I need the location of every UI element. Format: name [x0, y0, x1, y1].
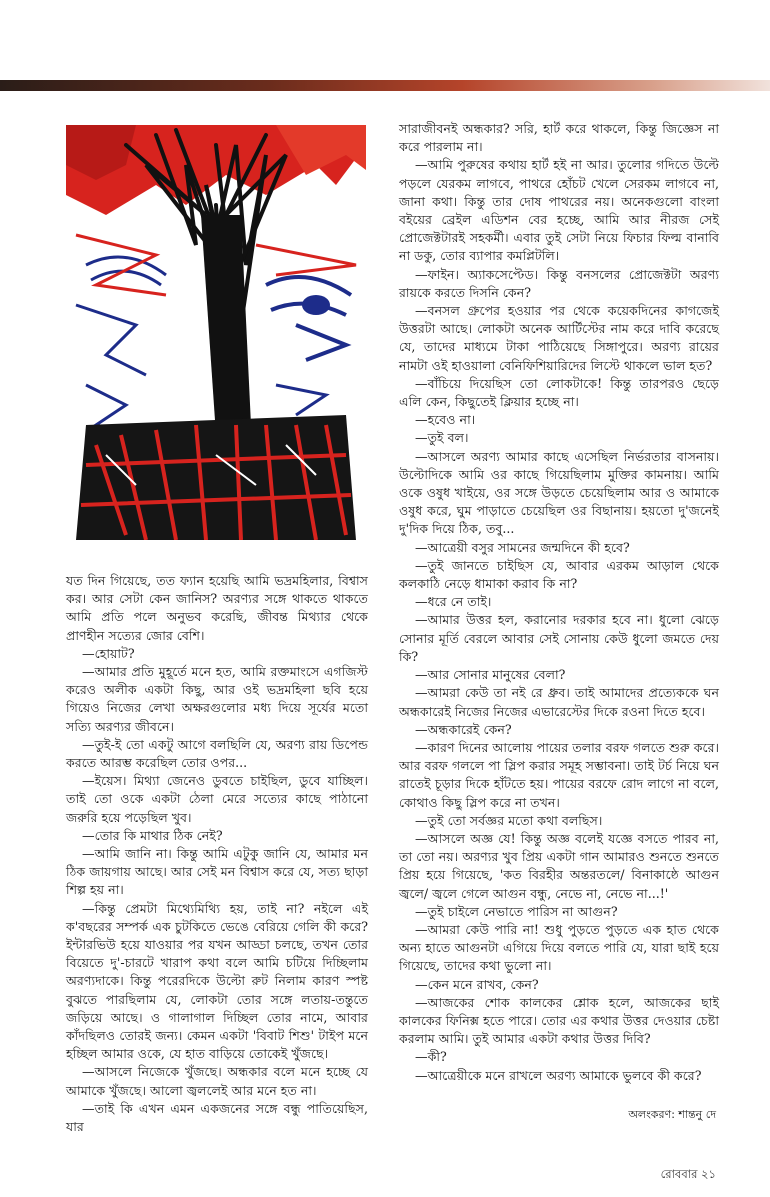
paragraph: —অন্ধকারেই কেন? — [415, 721, 512, 737]
paragraph: —ধরে নে তাই। — [415, 594, 492, 610]
paragraph: —তুই চাইলে নেভাতে পারিস না আগুন? — [415, 903, 618, 919]
paragraph: —তোর কি মাথার ঠিক নেই? — [82, 827, 223, 843]
paragraph: —আত্রেয়ী বসুর সামনের জন্মদিনে কী হবে? — [415, 539, 630, 555]
paragraph: —তুই তো সর্বজ্ঞর মতো কথা বলছিস। — [415, 812, 603, 828]
paragraph: —তুই বল। — [415, 430, 469, 446]
paragraph: —আমরা কেউ তা নই রে ধ্রুব। তাই আমাদের প্রত্যেককে ঘন অন্ধকারেই নিজের নিজের এভারেস্টের দিকে রওনা দিতে হবে। — [399, 685, 719, 719]
paragraph: —হবেও না। — [415, 412, 476, 428]
paragraph: —তাই কি এখন এমন একজনের সঙ্গে বন্ধু পাতিয়েছিস, যার — [66, 1100, 368, 1135]
header-color-bar — [0, 80, 770, 91]
paragraph: —আসলে নিজেকে খুঁজছে। অন্ধকার বলে মনে হচ্ছে যে আমাকে খুঁজছে। আলো জ্বললেই আর মনে হত না। — [66, 1064, 368, 1098]
article-column-left — [66, 572, 368, 1136]
paragraph: —তুই জানতে চাইছিস যে, আবার এরকম আড়াল থেকে কলকাঠি নেড়ে ধামাকা করাব কি না? — [399, 557, 719, 592]
paragraph: —আমার উত্তর হল, করানোর দরকার হবে না। ধুলো ঝেড়ে সোনার মূর্তি বেরলে আবার সেই সোনায় কেউ ধুলো জমতে দেয় কি? — [399, 612, 719, 664]
paragraph: —কিন্তু প্রেমটা মিথ্যেমিথ্যি হয়, তাই না? নইলে এই ক'বছরের সম্পর্ক এক চুটকিতে ভেঙে বেরিয়ে গেলি কী করে? ইন্টারভিউ হয়ে যাওয়ার পর যখন আড্ডা চলছে, তখন তোর বিয়েতে দু'-চারটে খারাপ কথা বলে আমি চটিয়ে দিচ্ছিলাম অরণ্যদাকে। কিন্তু পরেরদিকে উল্টো রুট নিলাম কারণ স্পষ্ট বুঝতে পারছিলাম যে, লোকটা তোর সঙ্গে লতায়-তন্তুতে জড়িয়ে আছে। ও গালাগাল দিচ্ছিল তোর নামে, আবার কাঁদছিলও তোরই জন্য। কেমন একটা 'বিবাট শিশু' টাইপ মনে হচ্ছিল আমার ওকে, যে হাত বাড়িয়ে তোকেই খুঁজছে। — [66, 900, 368, 1062]
illustrated-face-artwork — [66, 125, 366, 540]
paragraph: —কারণ দিনের আলোয় পায়ের তলার বরফ গলতে শুরু করে। আর বরফ গললে পা স্লিপ করার সমূহ সম্ভাবনা। তাই টর্চ নিয়ে ঘন রাতেই চূড়ার দিকে হাঁটতে হয়। পায়ের বরফে রোদ লাগে না বলে, কোথাও কিছু স্লিপ করে না তখন। — [399, 739, 719, 810]
paragraph: —ফাইন। অ্যাকসেপ্টেড। কিন্তু বনসলের প্রোজেক্টটা অরণ্য রায়কে করতে দিসনি কেন? — [399, 266, 719, 300]
article-column-right — [399, 120, 719, 1085]
paragraph: —তুই-ই তো একটু আগে বলছিলি যে, অরণ্য রায় ডিপেন্ড করতে আরম্ভ করেছিল তোর ওপর... — [66, 736, 368, 771]
illustration-credit: অলংকরণ: শান্তনু দে — [628, 1108, 716, 1121]
paragraph: —আমি পুরুষের কথায় হার্ট হই না আর। তুলোর গদিতে উল্টে পড়লে যেরকম লাগবে, পাথরে হোঁচট খেলে সেরকম লাগবে না, জানা কথা। কিন্তু তার দোষ পাথরের নয়। অনেকগুলো বাংলা বইয়ের ব্রেইল এডিশন বের হচ্ছে, আমি আর নীরজ সেই প্রোজেক্টটারই সহকর্মী। এবার তুই সেটা নিয়ে ফিচার ফিল্ম বানাবি না ডকু, তোর ব্যাপার কমপ্লিটলি। — [399, 157, 719, 264]
page-footer: রোববার ২১ — [660, 1167, 716, 1181]
paragraph: —আজকের শোক কালকের শ্লোক হলে, আজকের ছাই কালকের ফিনিক্স হতে পারে। তোর এর কথার উত্তর দেওয়ার চেষ্টা করলাম আমি। তুই আমার একটা কথার উত্তর দিবি? — [399, 994, 719, 1047]
paragraph: —আমার প্রতি মুহূর্তে মনে হত, আমি রক্তমাংসে এগজিস্ট করেও অলীক একটা কিছু, আর ওই ভদ্রমহিলা ছবি হয়ে গিয়েও নিজের লেখা অক্ষরগুলোর মধ্য দিয়ে সূর্যের মতো সত্যি অরণ্যর জীবনে। — [66, 664, 368, 734]
paragraph: —কী? — [415, 1049, 447, 1065]
paragraph: —বাঁচিয়ে দিয়েছিস তো লোকটাকে! কিন্তু তারপরও ছেড়ে এলি কেন, কিছুতেই ক্লিয়ার হচ্ছে না। — [399, 375, 719, 410]
paragraph: —কেন মনে রাখব, কেন? — [415, 976, 539, 992]
paragraph: যত দিন গিয়েছে, তত ফ্যান হয়েছি আমি ভদ্রমহিলার, বিশ্বাস কর। আর সেটা কেন জানিস? অরণ্যর সঙ্গে থাকতে থাকতে আমি প্রতি পলে অনুভব করেছি, জীবন্ত মিথ্যার থেকে প্রাণহীন সত্যের জোর বেশি। — [66, 573, 368, 643]
paragraph: —আর সোনার মানুষের বেলা? — [415, 667, 566, 683]
illustration — [66, 125, 366, 540]
paragraph: —আসলে অরণ্য আমার কাছে এসেছিল নির্ভরতার বাসনায়। উল্টোদিকে আমি ওর কাছে গিয়েছিলাম মুক্তির কামনায়। আমি ওকে ওষুধ খাইয়ে, ওর সঙ্গে উড়তে চেয়েছিলাম আর ও আমাকে ওষুধ করে, ঘুম পাড়াতে চেয়েছিল ওর বিছানায়। হয়তো দু'জনেই দু'দিক দিয়ে ঠিক, তবু... — [399, 448, 719, 537]
paragraph: —আত্রেয়ীকে মনে রাখলে অরণ্য আমাকে ভুলবে কী করে? — [415, 1067, 702, 1083]
paragraph: সারাজীবনই অন্ধকার? সরি, হার্ট করে থাকলে, কিন্তু জিজ্ঞেস না করে পারলাম না। — [399, 121, 719, 155]
paragraph: —ইয়েস। মিথ্যা জেনেও ডুবতে চাইছিল, ডুবে যাচ্ছিল। তাই তো ওকে একটা ঠেলা মেরে সত্যের কাছে পাঠানো জরুরি হয়ে পড়েছিল খুব। — [66, 773, 368, 825]
paragraph: —হোয়াট? — [82, 645, 135, 661]
paragraph: —আসলে অজ্ঞ যে! কিন্তু অজ্ঞ বলেই যজ্ঞে বসতে পারব না, তা তো নয়। অরণ্যর খুব প্রিয় একটা গান আমারও শুনতে শুনতে প্রিয় হয়ে গিয়েছে, 'কত বিরহীর অন্তরতলে/ বিনাকাষ্ঠে আগুন জ্বলে/ জ্বলে গেলে আগুন বন্ধু, নেভে না, নেভে না...!' — [399, 830, 719, 901]
paragraph: —বনসল গ্রুপের হওয়ার পর থেকে কয়েকদিনের কাগজেই উত্তরটা আছে। লোকটা অনেক আর্টিস্টের নাম করে দাবি করেছে যে, তাদের মাধ্যমে টাকা পাঠিয়েছে সিঙ্গাপুরে। অরণ্য রায়ের নামটা ওই হাওয়ালা বেনিফিশিয়ারিদের লিস্টে থাকলে ভাল হত? — [399, 303, 719, 373]
paragraph: —আমি জানি না। কিন্তু আমি এটুকু জানি যে, আমার মন ঠিক জায়গায় আছে। আর সেই মন বিশ্বাস করে যে, সত্য ছাড়া শিল্প হয় না। — [66, 846, 368, 898]
paragraph: —আমরা কেউ পারি না! শুধু পুড়তে পুড়তে এক হাত থেকে অন্য হাতে আগুনটা এগিয়ে দিয়ে বলতে পারি যে, যারা ছাই হয়ে গিয়েছে, তাদের কথা ভুলো না। — [399, 921, 719, 974]
